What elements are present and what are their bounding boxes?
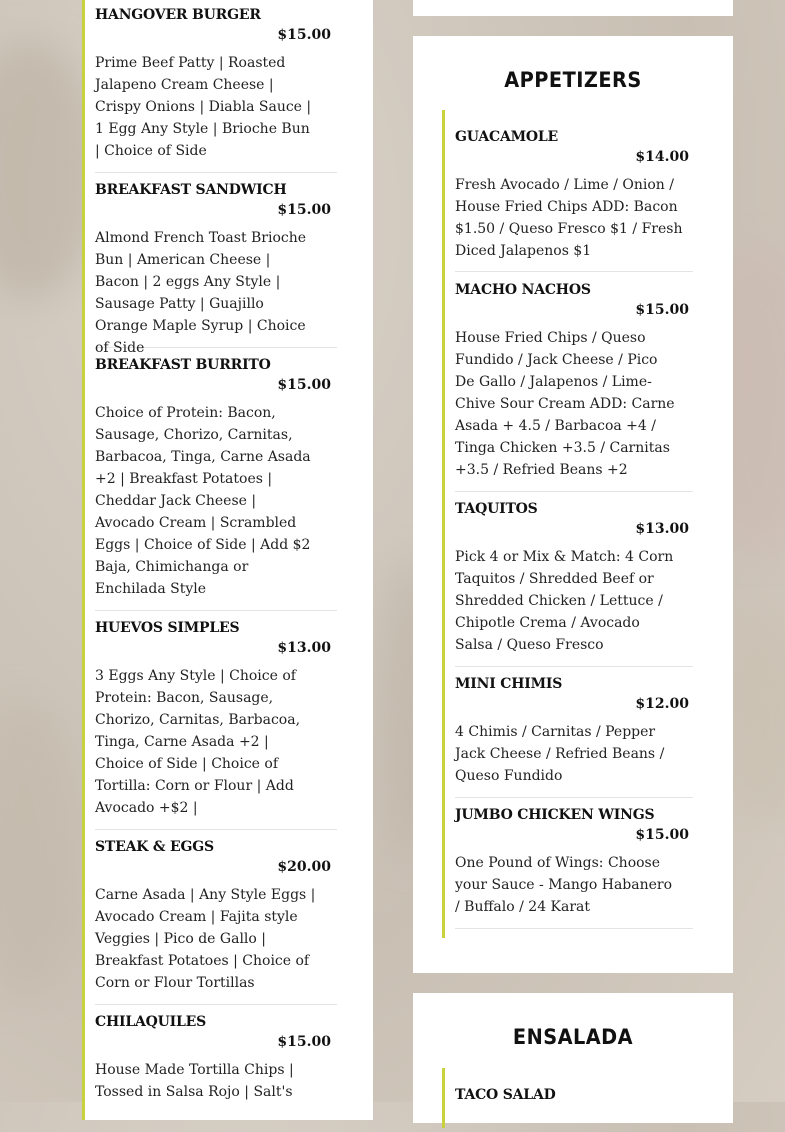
menu-item (455, 280, 693, 492)
menu-item-price: $15.00 (277, 27, 331, 43)
menu-card-previous (413, 0, 733, 16)
menu-item-name: MINI CHIMIS (455, 676, 563, 692)
menu-item-price: $15.00 (635, 827, 689, 843)
menu-card-appetizers (413, 36, 733, 973)
menu-item (95, 837, 337, 1005)
menu-item-name: CHILAQUILES (95, 1014, 207, 1030)
menu-item-name: TACO SALAD (455, 1087, 556, 1103)
menu-item-name: JUMBO CHICKEN WINGS (455, 807, 655, 823)
menu-item (455, 805, 693, 929)
menu-item-price: $20.00 (277, 859, 331, 875)
menu-item-description: Almond French Toast Brioche Bun | American Cheese | Bacon | 2 eggs Any Style | Sausage Patty | Guajillo Orange Maple Syrup | Choice of Side (95, 230, 307, 356)
menu-item-description: Pick 4 or Mix & Match: 4 Corn Taquitos / Shredded Beef or Shredded Chicken / Lettuce / Chipotle Crema / Avocado Salsa / Queso Fresco (455, 549, 674, 653)
menu-item-name: BREAKFAST SANDWICH (95, 182, 287, 198)
menu-item (95, 1012, 337, 1132)
menu-item-description: Fresh Avocado / Lime / Onion / House Fried Chips ADD: Bacon $1.50 / Queso Fresco $1 / Fresh Diced Jalapenos $1 (455, 177, 683, 259)
menu-item-name: HUEVOS SIMPLES (95, 620, 240, 636)
menu-item (95, 5, 337, 173)
menu-item-price: $13.00 (277, 640, 331, 656)
section-title: APPETIZERS (504, 68, 642, 92)
menu-items-list (442, 1068, 693, 1128)
menu-item (455, 1085, 693, 1125)
menu-item-description: 4 Chimis / Carnitas / Pepper Jack Cheese / Refried Beans / Queso Fundido (455, 724, 665, 784)
menu-item-price: $14.00 (635, 149, 689, 165)
menu-item-description: Carne Asada | Any Style Eggs | Avocado Cream | Fajita style Veggies | Pico de Gallo | Breakfast Potatoes | Choice of Corn or Flour Tortillas (95, 887, 316, 991)
menu-item (455, 674, 693, 798)
menu-item-price: $13.00 (635, 521, 689, 537)
menu-item (95, 618, 337, 830)
menu-item-name: MACHO NACHOS (455, 282, 591, 298)
menu-item-name: STEAK & EGGS (95, 839, 214, 855)
menu-item-price: $15.00 (277, 202, 331, 218)
menu-item-name: GUACAMOLE (455, 129, 559, 145)
menu-item-description: House Made Tortilla Chips | Tossed in Salsa Rojo | Salt's (95, 1062, 294, 1100)
menu-item-name: TAQUITOS (455, 501, 538, 517)
menu-item-description: 3 Eggs Any Style | Choice of Protein: Bacon, Sausage, Chorizo, Carnitas, Barbacoa, Tinga, Carne Asada +2 | Choice of Side | Choice of Tortilla: Corn or Flour | Add Avocado +$2 | (95, 668, 301, 816)
menu-items-list (442, 110, 693, 938)
section-title: ENSALADA (512, 1025, 634, 1049)
menu-item-name: HANGOVER BURGER (95, 7, 261, 23)
menu-item-price: $12.00 (635, 696, 689, 712)
menu-item-name: BREAKFAST BURRITO (95, 357, 271, 373)
menu-item (455, 127, 693, 272)
menu-card-ensalada (413, 993, 733, 1123)
menu-item-price: $15.00 (277, 377, 331, 393)
background-photo-blob (0, 700, 80, 1000)
menu-item (95, 180, 337, 356)
menu-item-price: $15.00 (277, 1034, 331, 1050)
menu-items-list (82, 0, 334, 1120)
menu-item-description: Choice of Protein: Bacon, Sausage, Chorizo, Carnitas, Barbacoa, Tinga, Carne Asada +2 | Breakfast Potatoes | Cheddar Jack Cheese | Avocado Cream | Scrambled Eggs | Choice of Side | Add $2 Baja, Chimichanga or Enchilada Style (95, 405, 311, 597)
menu-item (455, 499, 693, 667)
menu-item (95, 355, 337, 611)
menu-item-description: Prime Beef Patty | Roasted Jalapeno Cream Cheese | Crispy Onions | Diabla Sauce | 1 Egg Any Style | Brioche Bun | Choice of Side (95, 55, 312, 159)
menu-item-description: House Fried Chips / Queso Fundido / Jack Cheese / Pico De Gallo / Jalapenos / Lime-Chive Sour Cream ADD: Carne Asada + 4.5 / Barbacoa +4 / Tinga Chicken +3.5 / Carnitas +3.5 / Refried Beans +2 (455, 330, 675, 478)
menu-card-breakfast (82, 0, 373, 1120)
menu-item-description: One Pound of Wings: Choose your Sauce - Mango Habanero / Buffalo / 24 Karat (455, 855, 673, 915)
menu-item-price: $15.00 (635, 302, 689, 318)
